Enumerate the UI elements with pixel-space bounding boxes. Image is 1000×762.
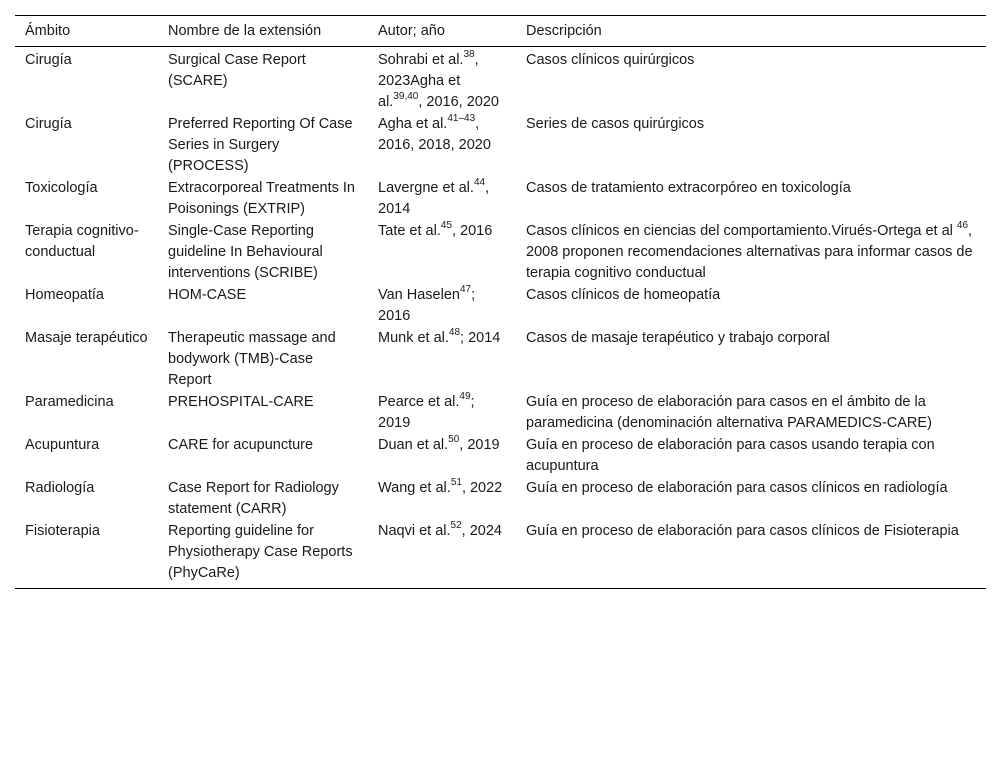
text-part: ; 2019 [378,394,475,431]
text-part: , 2023Agha et al. [378,52,479,110]
header-descripcion: Descripción [516,16,986,47]
text-part: , 2016, 2018, 2020 [378,116,491,153]
cell-nombre: Extracorporeal Treatments In Poisonings (EXTRIP) [168,180,355,217]
text-part: , 2022 [461,480,503,496]
table-row [15,521,986,589]
cell-descripcion: Series de casos quirúrgicos [526,116,705,132]
reference-number: 50 [448,434,460,446]
reference-number: 38 [463,49,475,61]
cell-ambito: Paramedicina [25,394,114,410]
cell-descripcion: Casos clínicos de homeopatía [526,287,721,303]
table-row [15,392,986,435]
reference-number: 48 [448,327,461,339]
text-part: Wang et al. [378,480,451,496]
reference-number: 39,40 [393,91,419,103]
text-part: Pearce et al. [378,394,460,410]
reference-number: 49 [459,391,471,403]
cell-ambito: Acupuntura [25,437,100,453]
text-part: Agha et al. [378,116,448,132]
cell-descripcion: Guía en proceso de elaboración para casos en el ámbito de la paramedicina (denominación alternativa PARAMEDICS-CARE) [526,394,932,431]
cell-autor [368,178,516,221]
text-part: Duan et al. [378,437,449,453]
cell-nombre: Therapeutic massage and bodywork (TMB)-Case Report [168,330,336,388]
cell-nombre: CARE for acupuncture [168,437,314,453]
text-part: , 2008 proponen recomendaciones alternativas para informar casos de terapia cognitivo conductual [526,223,973,281]
reference-number: 51 [450,477,462,489]
header-nombre: Nombre de la extensión [158,16,368,47]
table-row [15,285,986,328]
cell-autor [368,328,516,392]
cell-nombre: HOM-CASE [168,287,247,303]
extensions-table [15,15,986,589]
table-row [15,221,986,285]
cell-nombre: Reporting guideline for Physiotherapy Case Reports (PhyCaRe) [158,521,368,589]
cell-nombre: PREHOSPITAL-CARE [168,394,314,410]
text-part: Sohrabi et al. [378,52,464,68]
cell-autor [368,114,516,178]
cell-ambito: Fisioterapia [15,521,158,589]
text-part: Naqvi et al. [378,523,451,539]
table-header [15,16,986,47]
cell-autor [368,47,516,115]
cell-descripcion: Casos de masaje terapéutico y trabajo corporal [526,330,830,346]
table-row [15,178,986,221]
table-container [15,15,986,589]
text-part: ; 2016 [378,287,476,324]
text-part: , 2019 [459,437,500,453]
text-part: , 2016 [452,223,493,239]
table-body [15,47,986,589]
cell-descripcion: Guía en proceso de elaboración para casos usando terapia con acupuntura [526,437,935,474]
text-part: Tate et al. [378,223,441,239]
cell-descripcion: Guía en proceso de elaboración para casos clínicos de Fisioterapia [516,521,986,589]
reference-number: 45 [440,220,452,232]
reference-number: 41–43 [447,113,476,125]
cell-ambito: Terapia cognitivo-conductual [25,223,139,260]
cell-ambito: Cirugía [25,116,72,132]
cell-ambito: Homeopatía [25,287,104,303]
table-row [15,328,986,392]
cell-descripcion: Guía en proceso de elaboración para casos clínicos en radiología [526,480,948,496]
cell-nombre: Single-Case Reporting guideline In Behavioural interventions (SCRIBE) [168,223,323,281]
reference-number: 46 [956,220,969,232]
header-autor: Autor; año [368,16,516,47]
cell-descripcion: Casos clínicos quirúrgicos [526,52,695,68]
cell-ambito: Radiología [25,480,95,496]
header-ambito: Ámbito [15,16,158,47]
cell-ambito: Cirugía [25,52,72,68]
reference-number: 44 [473,177,486,189]
reference-number: 47 [459,284,472,296]
table-row [15,478,986,521]
text-part: Munk et al. [378,330,449,346]
cell-autor [368,435,516,478]
cell-ambito: Toxicología [25,180,98,196]
cell-descripcion: Casos de tratamiento extracorpóreo en toxicología [526,180,851,196]
text-part: Casos clínicos en ciencias del comportamiento.Virués-Ortega et al [526,223,957,239]
cell-nombre: Preferred Reporting Of Case Series in Surgery (PROCESS) [168,116,353,174]
header-row [15,16,986,47]
text-part: Lavergne et al. [378,180,474,196]
table-row [15,114,986,178]
text-part: , 2014 [378,180,490,217]
cell-descripcion [516,221,986,285]
text-part: , 2016, 2020 [418,94,499,110]
cell-autor [368,521,516,589]
text-part: , 2024 [461,523,502,539]
cell-autor [368,221,516,285]
cell-nombre: Surgical Case Report (SCARE) [168,52,306,89]
table-row [15,47,986,115]
text-part: ; 2014 [460,330,501,346]
cell-nombre: Case Report for Radiology statement (CARR) [168,480,339,517]
text-part: Van Haselen [378,287,460,303]
cell-ambito: Masaje terapéutico [25,330,148,346]
cell-autor [368,285,516,328]
cell-autor [368,392,516,435]
table-row [15,435,986,478]
cell-autor [368,478,516,521]
reference-number: 52 [450,520,462,532]
